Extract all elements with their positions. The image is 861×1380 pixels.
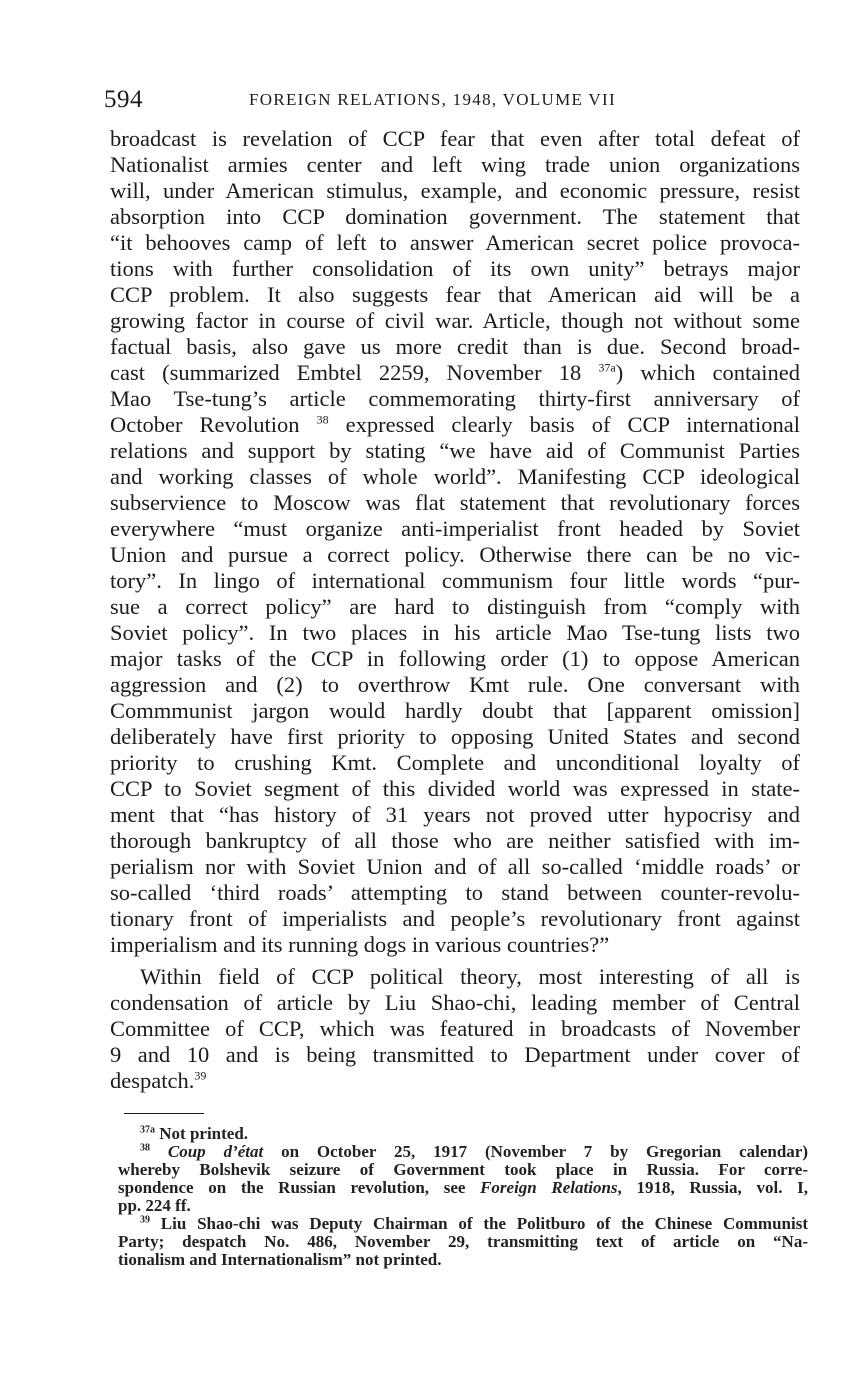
text-line: Nationalist armies center and left wing trade union organizations (110, 152, 800, 177)
text-line: everywhere “must organize anti-imperialist front headed by Soviet (110, 516, 800, 541)
running-title: FOREIGN RELATIONS, 1948, VOLUME VII (249, 90, 616, 109)
text-segment: ) which contained (615, 360, 800, 385)
text-line: perialism nor with Soviet Union and of all so-called ‘middle roads’ or (110, 854, 800, 879)
paragraph-1 (110, 126, 800, 958)
text-line: imperialism and its running dogs in various countries?” (110, 932, 610, 957)
footnote-text: , 1918, Russia, vol. I, (617, 1178, 808, 1197)
footnote-mark: 38 (140, 1142, 150, 1154)
footnote-line (118, 1179, 808, 1197)
text-line (110, 1068, 800, 1094)
text-line: tions with further consolidation of its own unity” betrays major (110, 256, 800, 281)
footnote-line (118, 1143, 808, 1161)
footnote-line: pp. 224 ff. (118, 1196, 191, 1215)
page-number: 594 (104, 86, 143, 113)
text-line: relations and support by stating “we have aid of Communist Parties (110, 438, 800, 463)
text-line: sue a correct policy” are hard to distinguish from “comply with (110, 594, 800, 619)
footnote-line: Party; despatch No. 486, November 29, transmitting text of article on “Na- (118, 1232, 808, 1251)
text-segment: despatch. (110, 1068, 195, 1093)
text-line: Committee of CCP, which was featured in broadcasts of November (110, 1016, 800, 1041)
footnote-37a (118, 1125, 808, 1143)
text-line: tory”. In lingo of international communism four little words “pur- (110, 568, 800, 593)
text-line: Soviet policy”. In two places in his article Mao Tse-tung lists two (110, 620, 800, 645)
text-segment: cast (summarized Embtel 2259, November 18 (110, 360, 599, 385)
paragraph-2 (110, 964, 800, 1094)
footnote-text: Not printed. (159, 1124, 249, 1143)
footnote-line (118, 1125, 808, 1143)
text-line: Union and pursue a correct policy. Otherwise there can be no vic- (110, 542, 800, 567)
footnote-line: tionalism and Internationalism” not printed. (118, 1250, 442, 1269)
text-line: CCP problem. It also suggests fear that American aid will be a (110, 282, 800, 307)
text-line: absorption into CCP domination government. The statement that (110, 204, 800, 229)
footnote-ref-37a: 37a (598, 360, 616, 375)
text-line: priority to crushing Kmt. Complete and unconditional loyalty of (110, 750, 800, 775)
footnote-ref-38: 38 (316, 412, 329, 427)
text-segment: expressed clearly basis of CCP international (328, 412, 800, 437)
text-line: “it behooves camp of left to answer American secret police provoca- (110, 230, 800, 255)
footnotes (118, 1125, 808, 1269)
footnote-text: Liu Shao-chi was Deputy Chairman of the Politburo of the Chinese Communist (160, 1214, 808, 1233)
footnote-text: Coup d’état (167, 1142, 264, 1161)
footnote-ref-39: 39 (194, 1068, 207, 1083)
footnote-38 (118, 1143, 808, 1215)
text-segment: October Revolution (110, 412, 317, 437)
footnote-line (118, 1215, 808, 1233)
text-line: ment that “has history of 31 years not proved utter hypocrisy and (110, 802, 800, 827)
page-header (104, 86, 804, 116)
text-line: and working classes of whole world”. Manifesting CCP ideological (110, 464, 800, 489)
text-line: factual basis, also gave us more credit than is due. Second broad- (110, 334, 800, 359)
text-line: deliberately have first priority to opposing United States and second (110, 724, 800, 749)
footnote-divider (124, 1113, 204, 1114)
text-line: tionary front of imperialists and people’s revolutionary front against (110, 906, 800, 931)
body-text (110, 126, 800, 1094)
text-line: will, under American stimulus, example, and economic pressure, resist (110, 178, 800, 203)
footnote-text: on October 25, 1917 (November 7 by Gregorian calendar) (263, 1142, 809, 1161)
footnote-mark: 37a (140, 1124, 155, 1136)
text-line: subservience to Moscow was flat statement that revolutionary forces (110, 490, 800, 515)
text-line (110, 360, 800, 386)
text-line: Commmunist jargon would hardly doubt that [apparent omission] (110, 698, 800, 723)
text-line: broadcast is revelation of CCP fear that even after total defeat of (110, 126, 800, 151)
text-line: major tasks of the CCP in following order (1) to oppose American (110, 646, 800, 671)
text-line: CCP to Soviet segment of this divided world was expressed in state- (110, 776, 800, 801)
footnote-39 (118, 1215, 808, 1269)
footnote-text: Foreign Relations (480, 1178, 618, 1197)
text-line: growing factor in course of civil war. Article, though not without some (110, 308, 800, 333)
text-line: Mao Tse-tung’s article commemorating thirty-first anniversary of (110, 386, 800, 411)
footnote-mark: 39 (140, 1214, 150, 1226)
text-line: aggression and (2) to overthrow Kmt rule. One conversant with (110, 672, 800, 697)
text-line: thorough bankruptcy of all those who are neither satisfied with im- (110, 828, 800, 853)
text-line: condensation of article by Liu Shao-chi, leading member of Central (110, 990, 800, 1015)
footnote-text: spondence on the Russian revolution, see (118, 1178, 481, 1197)
text-line: so-called ‘third roads’ attempting to stand between counter-revolu- (110, 880, 800, 905)
text-line: Within field of CCP political theory, most interesting of all is (140, 964, 800, 989)
footnote-line: whereby Bolshevik seizure of Government took place in Russia. For corre- (118, 1160, 808, 1179)
text-line (110, 412, 800, 438)
text-line: 9 and 10 and is being transmitted to Department under cover of (110, 1042, 800, 1067)
